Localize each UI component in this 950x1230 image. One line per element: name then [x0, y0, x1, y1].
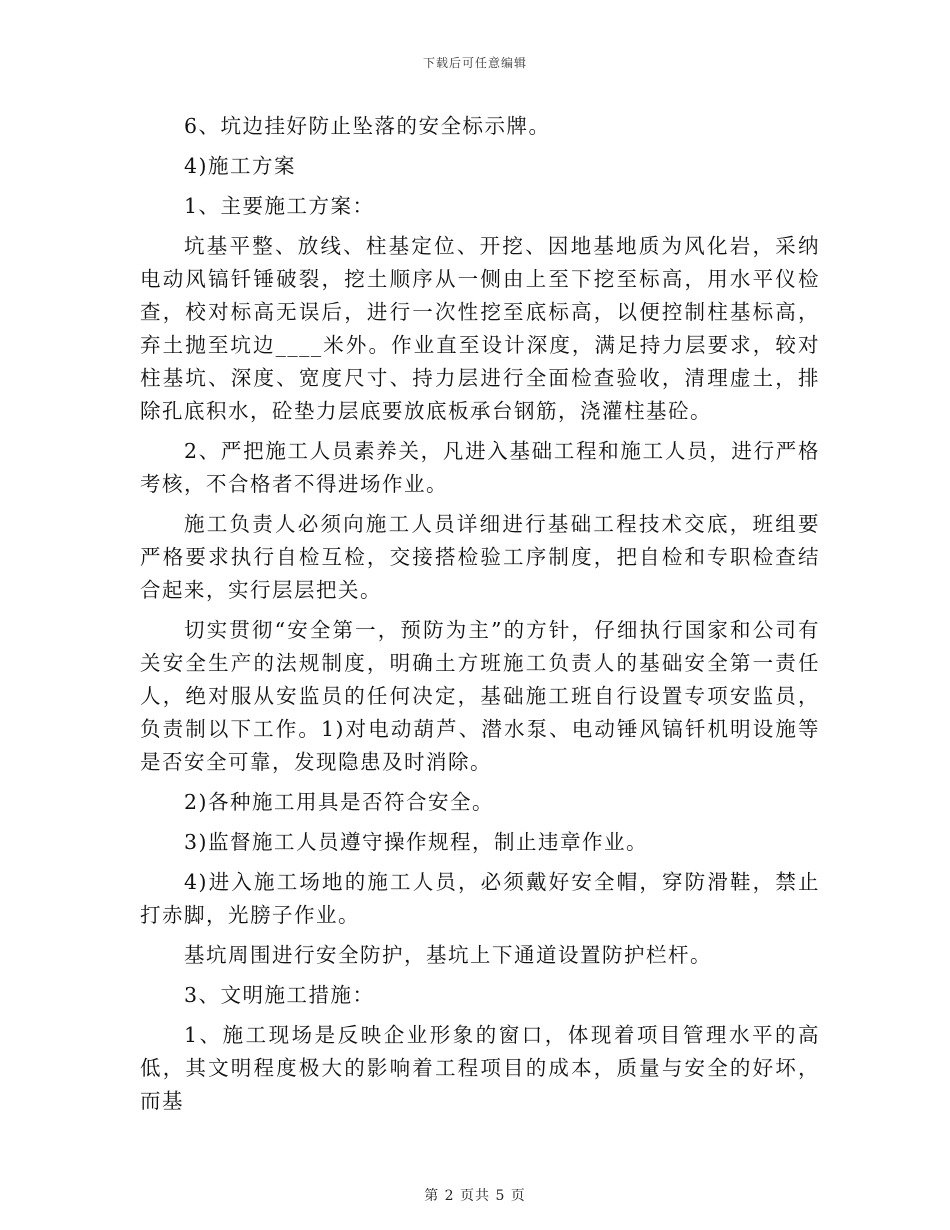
paragraph-personnel-quality: 2、严把施工人员素养关，凡进入基础工程和施工人员，进行严格考核，不合格者不得进场作业。	[140, 439, 820, 496]
paragraph-safety-policy: 切实贯彻“安全第一，预防为主”的方针，仔细执行国家和公司有关安全生产的法规制度，明确土方班施工负责人的基础安全第一责任人，绝对服从安监员的任何决定，基础施工班自行设置专项安监员，负责制以下工作。1)对电动葫芦、潜水泵、电动锤风镐钎机明设施等是否安全可靠，发现隐患及时消除。	[140, 618, 820, 774]
paragraph-pit-protection: 基坑周围进行安全防护，基坑上下通道设置防护栏杆。	[184, 943, 712, 967]
list-item-tools-safety: 2)各种施工用具是否符合安全。	[184, 790, 495, 814]
list-item-protective-gear: 4)进入施工场地的施工人员，必须戴好安全帽，穿防滑鞋，禁止打赤脚，光膀子作业。	[140, 870, 820, 927]
subheading-civilized-construction: 3、文明施工措施：	[184, 983, 375, 1007]
section-heading-construction-plan: 4)施工方案	[184, 154, 297, 178]
document-body	[140, 110, 820, 1125]
page-header: 下载后可任意编辑	[422, 56, 527, 70]
page-number-footer: 第 2 页共 5 页	[424, 1188, 526, 1204]
paragraph-safety-sign: 6、坑边挂好防止坠落的安全标示牌。	[184, 114, 551, 138]
paragraph-site-image: 1、施工现场是反映企业形象的窗口，体现着项目管理水平的高低，其文明程度极大的影响着工程项目的成本，质量与安全的好坏，而基	[140, 1023, 820, 1113]
list-item-supervise-rules: 3)监督施工人员遵守操作规程，制止违章作业。	[184, 830, 649, 854]
subheading-main-plan: 1、主要施工方案：	[184, 194, 375, 218]
paragraph-excavation-procedure: 坑基平整、放线、柱基定位、开挖、因地基地质为风化岩，采纳电动风镐钎锤破裂，挖土顺序从一侧由上至下挖至标高，用水平仪检查，校对标高无误后，进行一次性挖至底标高，以便控制柱基标高，弃土抛至坑边____米外。作业直至设计深度，满足持力层要求，较对柱基坑、深度、宽度尺寸、持力层进行全面检查验收，清理虚土，排除孔底积水，砼垫力层底要放底板承台钢筋，浇灌柱基砼。	[140, 234, 820, 423]
paragraph-technical-briefing: 施工负责人必须向施工人员详细进行基础工程技术交底，班组要严格要求执行自检互检，交接搭检验工序制度，把自检和专职检查结合起来，实行层层把关。	[140, 512, 820, 602]
